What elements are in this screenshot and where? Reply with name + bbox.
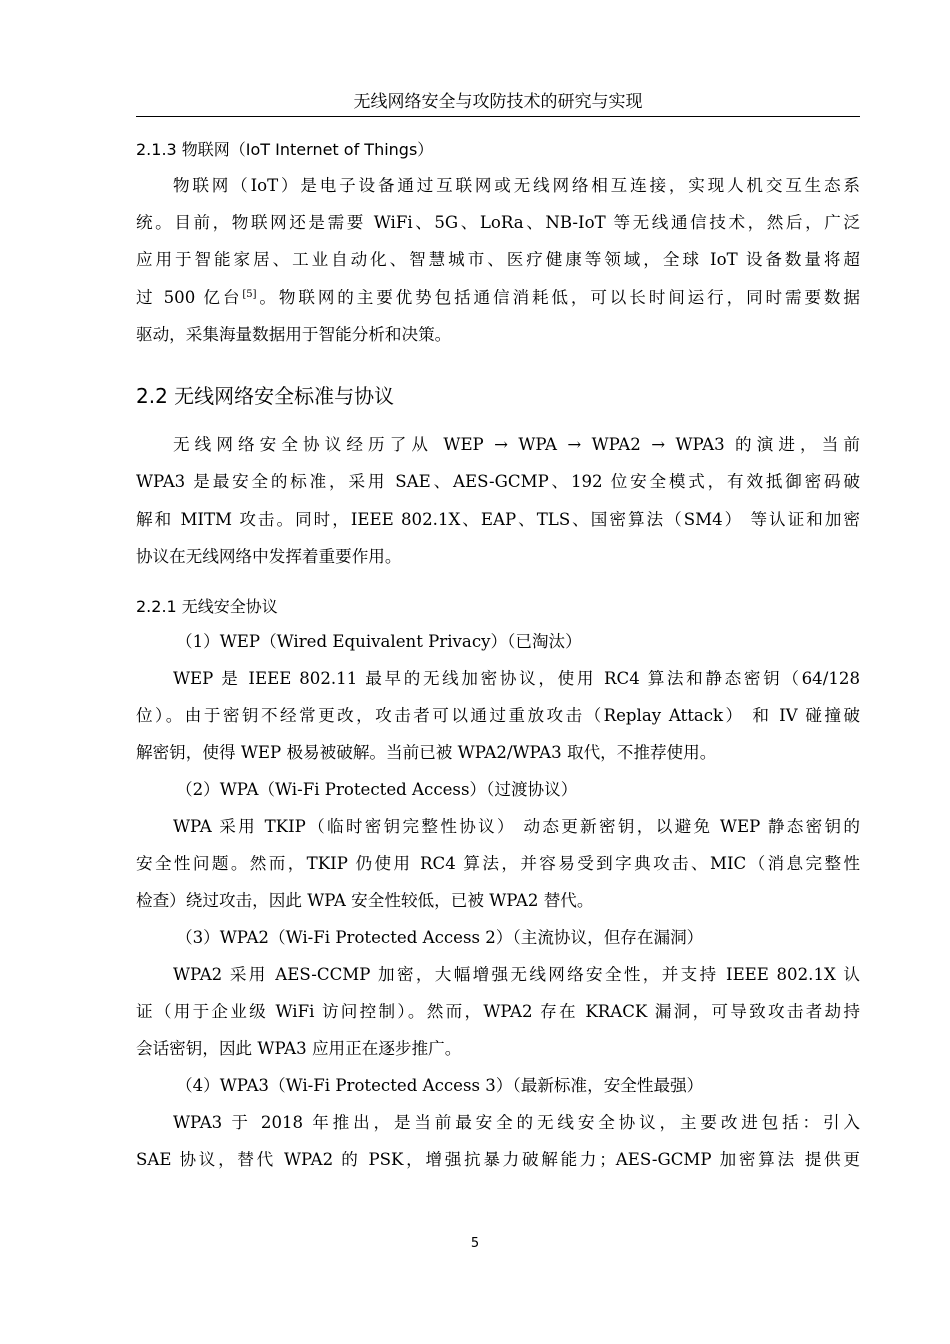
paragraph-line: 解和 MITM 攻击。同时，IEEE 802.1X、EAP、TLS、国密算法（SM4） 等认证和加密 (136, 510, 860, 529)
paragraph-line: 无线网络安全协议经历了从 WEP → WPA → WPA2 → WPA3 的演进，当前 (173, 435, 860, 454)
paragraph-line: 物联网（IoT）是电子设备通过互联网或无线网络相互连接，实现人机交互生态系 (173, 176, 860, 195)
paragraph-line: WPA3 是最安全的标准，采用 SAE、AES-GCMP、192 位安全模式，有效抵御密码破 (136, 472, 860, 491)
running-header-title: 无线网络安全与攻防技术的研究与实现 (353, 92, 643, 112)
protocol-wpa2-title: （3）WPA2（Wi-Fi Protected Access 2）（主流协议，但存在漏洞） (176, 928, 704, 947)
paragraph-text: 过 500 亿台 (136, 288, 243, 307)
header-rule (136, 116, 860, 117)
paragraph-line: 驱动，采集海量数据用于智能分析和决策。 (136, 325, 452, 344)
paragraph-line: WPA3 于 2018 年推出，是当前最安全的无线安全协议，主要改进包括：引入 (173, 1113, 860, 1132)
paragraph-line: SAE 协议，替代 WPA2 的 PSK，增强抗暴力破解能力；AES-GCMP 加密算法 提供更 (136, 1150, 860, 1169)
protocol-wep-title: （1）WEP（Wired Equivalent Privacy）（已淘汰） (176, 632, 582, 651)
paragraph-line: 证（用于企业级 WiFi 访问控制）。然而，WPA2 存在 KRACK 漏洞，可导致攻击者劫持 (136, 1002, 860, 1021)
paragraph-line: 解密钥，使得 WEP 极易被破解。当前已被 WPA2/WPA3 取代，不推荐使用。 (136, 743, 717, 762)
paragraph-line: WPA2 采用 AES-CCMP 加密，大幅增强无线网络安全性，并支持 IEEE 802.1X 认 (173, 965, 860, 984)
paragraph-line: 协议在无线网络中发挥着重要作用。 (136, 547, 402, 566)
section-2-1-3-heading: 2.1.3 物联网（IoT Internet of Things） (136, 140, 434, 159)
paragraph-line: 位）。由于密钥不经常更改，攻击者可以通过重放攻击（Replay Attack） 和 IV 碰撞破 (136, 706, 860, 725)
paragraph-line: 统。目前，物联网还是需要 WiFi、5G、LoRa、NB-IoT 等无线通信技术，然后，广泛 (136, 213, 860, 232)
protocol-wpa-title: （2）WPA（Wi-Fi Protected Access）（过渡协议） (176, 780, 578, 799)
paragraph-line: WEP 是 IEEE 802.11 最早的无线加密协议，使用 RC4 算法和静态密钥（64/128 (173, 669, 860, 688)
paragraph-text: 。物联网的主要优势包括通信消耗低，可以长时间运行，同时需要数据 (256, 288, 860, 307)
paragraph-line: 会话密钥，因此 WPA3 应用正在逐步推广。 (136, 1039, 462, 1058)
paragraph-line (136, 286, 860, 310)
paragraph-line: 安全性问题。然而，TKIP 仍使用 RC4 算法，并容易受到字典攻击、MIC（消息完整性 (136, 854, 860, 873)
paragraph-line: 应用于智能家居、工业自动化、智慧城市、医疗健康等领域，全球 IoT 设备数量将超 (136, 250, 860, 269)
section-2-2-heading: 2.2 无线网络安全标准与协议 (136, 384, 395, 408)
section-2-2-1-heading: 2.2.1 无线安全协议 (136, 597, 278, 616)
page-number: 5 (470, 1236, 480, 1251)
paragraph-line: 检查）绕过攻击，因此 WPA 安全性较低，已被 WPA2 替代。 (136, 891, 594, 910)
citation-ref: [5] (242, 289, 257, 300)
protocol-wpa3-title: （4）WPA3（Wi-Fi Protected Access 3）（最新标准，安全性最强） (176, 1076, 704, 1095)
paragraph-line: WPA 采用 TKIP（临时密钥完整性协议） 动态更新密钥，以避免 WEP 静态密钥的 (173, 817, 860, 836)
